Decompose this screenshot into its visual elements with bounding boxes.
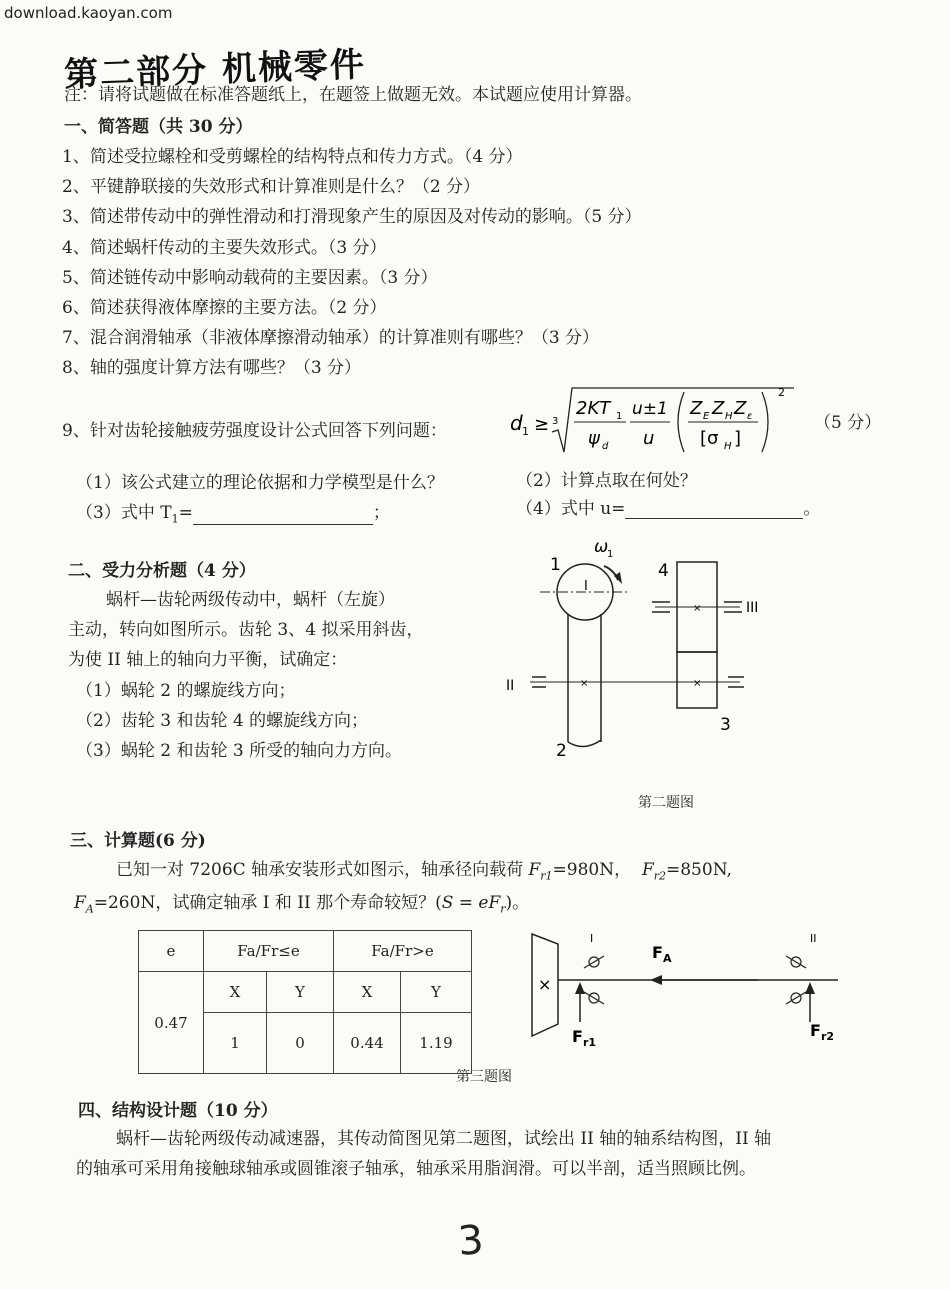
answer-blank-u — [625, 502, 803, 519]
s3-fr1-sub: r1 — [540, 869, 553, 883]
question-4: 4、简述蜗杆传动的主要失效形式。（3 分） — [62, 238, 387, 258]
fig3-fa: F — [652, 943, 663, 962]
formula-lhs-sub: 1 — [522, 425, 529, 438]
fig2-label-I: I — [584, 579, 588, 594]
table-header-e: e — [139, 931, 204, 972]
formula-zh: Z — [712, 398, 725, 419]
s3-fr1: F — [528, 860, 541, 880]
section2-title: 二、受力分析题（4 分） — [68, 561, 256, 581]
table-header-gt: Fa/Fr>e — [334, 931, 472, 972]
left-paren — [678, 392, 684, 452]
section4-line1: 蜗杆—齿轮两级传动减速器，其传动简图见第二题图，试绘出 II 轴的轴系结构图，II 轴 — [116, 1129, 772, 1149]
table-x-header-1: X — [204, 972, 267, 1013]
formula-sigma: [σ — [700, 428, 719, 449]
table-x1: 1 — [204, 1013, 267, 1074]
fig3-fa-sub: A — [663, 952, 672, 965]
s3-text1: 已知一对 7206C 轴承安装形式如图示，轴承径向载荷 — [116, 860, 529, 880]
section2-line1: 蜗杆—齿轮两级传动中，蜗杆（左旋） — [106, 590, 395, 610]
fig3-fr1-sub: r1 — [583, 1036, 597, 1049]
section2-item3: （3）蜗轮 2 和齿轮 3 所受的轴向力方向。 — [76, 741, 403, 761]
fa-arrowhead-icon — [650, 975, 662, 985]
question-7: 7、混合润滑轴承（非液体摩擦滑动轴承）的计算准则有哪些？（3 分） — [62, 328, 600, 348]
s3-fr2-val: =850N, — [666, 860, 732, 880]
fig2-label-1: 1 — [550, 555, 561, 575]
section3-line2 — [74, 888, 529, 915]
shaft-end-cross: × — [538, 975, 552, 994]
answer-blank-t1 — [193, 508, 373, 525]
section4-title: 四、结构设计题（10 分） — [78, 1101, 278, 1121]
question-9-sub3 — [76, 498, 390, 525]
question-9-sub1: （1）该公式建立的理论依据和力学模型是什么？ — [76, 473, 444, 493]
s3-text2-end: )。 — [505, 893, 530, 913]
source-watermark: download.kaoyan.com — [4, 4, 173, 22]
section1-title: 一、简答题（共 30 分） — [64, 117, 253, 137]
sub4-end: 。 — [803, 499, 821, 519]
fig2-label-II: II — [506, 678, 515, 694]
fr2-arrowhead-icon — [805, 982, 815, 994]
s3-fr2-sub: r2 — [653, 869, 666, 883]
formula-num1-sub: 1 — [616, 411, 623, 422]
table-x-header-2: X — [334, 972, 401, 1013]
gear3-center-mark: × — [693, 678, 702, 689]
section2-line3: 为使 II 轴上的轴向力平衡，试确定： — [68, 650, 348, 670]
figure2-gear-diagram — [500, 532, 800, 772]
s3-fa-sub: A — [85, 902, 94, 916]
figure3-caption: 第三题图 — [456, 1069, 512, 1085]
sub3-eq: = — [178, 503, 193, 523]
fig2-label-3: 3 — [720, 715, 731, 735]
section4-line2: 的轴承可采用角接触球轴承或圆锥滚子轴承，轴承采用脂润滑。可以半剖，适当照顾比例。 — [76, 1159, 756, 1179]
formula-rel: ≥ — [534, 414, 550, 435]
formula-sigma-close: ] — [734, 428, 742, 449]
wheel2-center-mark: × — [580, 678, 589, 689]
figure3-bearing-diagram — [518, 924, 858, 1064]
handwritten-title: 第二部分 机械零件 — [63, 44, 367, 96]
sub3-subscript: 1 — [171, 512, 179, 526]
s3-s-sub: r — [500, 902, 506, 916]
formula-den2: u — [643, 428, 655, 449]
sub3-text: （3）式中 T — [76, 503, 172, 523]
section2-item1: （1）蜗轮 2 的螺旋线方向； — [76, 681, 296, 701]
fig3-fr1: F — [572, 1027, 583, 1046]
fig3-label-II: II — [810, 932, 817, 945]
section3-title: 三、计算题(6 分) — [70, 831, 206, 851]
fig2-omega-sub: 1 — [607, 549, 614, 560]
formula-den1-sub: d — [602, 441, 609, 452]
question-9-sub2: （2）计算点取在何处？ — [516, 471, 697, 491]
table-y-header-1: Y — [267, 972, 334, 1013]
question-9-intro: 9、针对齿轮接触疲劳强度设计公式回答下列问题： — [62, 421, 447, 441]
s3-text2: =260N，试确定轴承 I 和 II 那个寿命较短？( — [93, 893, 442, 913]
gear4-center-mark: × — [693, 603, 702, 614]
formula-den1: ψ — [588, 428, 600, 449]
section2-line2: 主动，转向如图所示。齿轮 3、4 拟采用斜齿， — [68, 620, 424, 640]
formula-num1: 2KT — [576, 398, 611, 419]
question-9-sub4 — [516, 494, 820, 519]
formula-ze: Z — [690, 398, 703, 419]
formula-root-index: 3 — [552, 416, 559, 427]
formula-lhs: d — [510, 411, 523, 435]
bearing-coefficient-table — [138, 930, 472, 1074]
table-x2: 0.44 — [334, 1013, 401, 1074]
formula-zh-sub: H — [725, 411, 733, 422]
s3-fr1-val: =980N， — [552, 860, 632, 880]
question-9-score: （5 分） — [814, 413, 882, 433]
fig2-label-4: 4 — [658, 561, 669, 581]
fig3-label-I: I — [590, 932, 594, 945]
fig3-fr2-sub: r2 — [821, 1030, 835, 1043]
s3-s-formula: S = eF — [441, 893, 501, 913]
fr1-arrowhead-icon — [575, 982, 585, 994]
formula-power: 2 — [778, 386, 785, 399]
section3-line1 — [116, 855, 732, 882]
table-e-value: 0.47 — [139, 972, 204, 1074]
question-3: 3、简述带传动中的弹性滑动和打滑现象产生的原因及对传动的影响。（5 分） — [62, 207, 642, 227]
formula-ze-sub: E — [703, 411, 710, 422]
question-6: 6、简述获得液体摩擦的主要方法。（2 分） — [62, 298, 387, 318]
wheel2-bottom — [568, 740, 601, 747]
fig2-omega: ω — [594, 537, 609, 557]
figure2-caption: 第二题图 — [638, 795, 694, 811]
formula-zeps-sub: ε — [747, 411, 753, 422]
formula-zeps: Z — [734, 398, 747, 419]
contact-fatigue-formula — [508, 380, 798, 460]
fig3-fr2: F — [810, 1021, 821, 1040]
formula-sigma-sub: H — [724, 441, 732, 452]
table-y1: 0 — [267, 1013, 334, 1074]
s3-fa: F — [74, 893, 86, 913]
table-y2: 1.19 — [401, 1013, 472, 1074]
s3-fr2: F — [641, 860, 654, 880]
question-2: 2、平键静联接的失效形式和计算准则是什么？（2 分） — [62, 177, 481, 197]
table-y-header-2: Y — [401, 972, 472, 1013]
sub3-end: ； — [372, 503, 390, 523]
fig2-label-2: 2 — [556, 741, 567, 761]
question-5: 5、简述链传动中影响动载荷的主要因素。（3 分） — [62, 268, 438, 288]
question-1: 1、简述受拉螺栓和受剪螺栓的结构特点和传力方式。（4 分） — [62, 147, 523, 167]
exam-note: 注：请将试题做在标准答题纸上，在题签上做题无效。本试题应使用计算器。 — [64, 85, 642, 105]
formula-num2: u±1 — [632, 399, 668, 419]
table-header-le: Fa/Fr≤e — [204, 931, 334, 972]
question-8: 8、轴的强度计算方法有哪些？（3 分） — [62, 358, 362, 378]
fig2-label-III: III — [746, 600, 759, 616]
page-number: 3 — [456, 1217, 486, 1265]
sub4-text: （4）式中 u= — [516, 499, 626, 519]
section2-item2: （2）齿轮 3 和齿轮 4 的螺旋线方向； — [76, 711, 369, 731]
right-paren — [762, 392, 768, 452]
